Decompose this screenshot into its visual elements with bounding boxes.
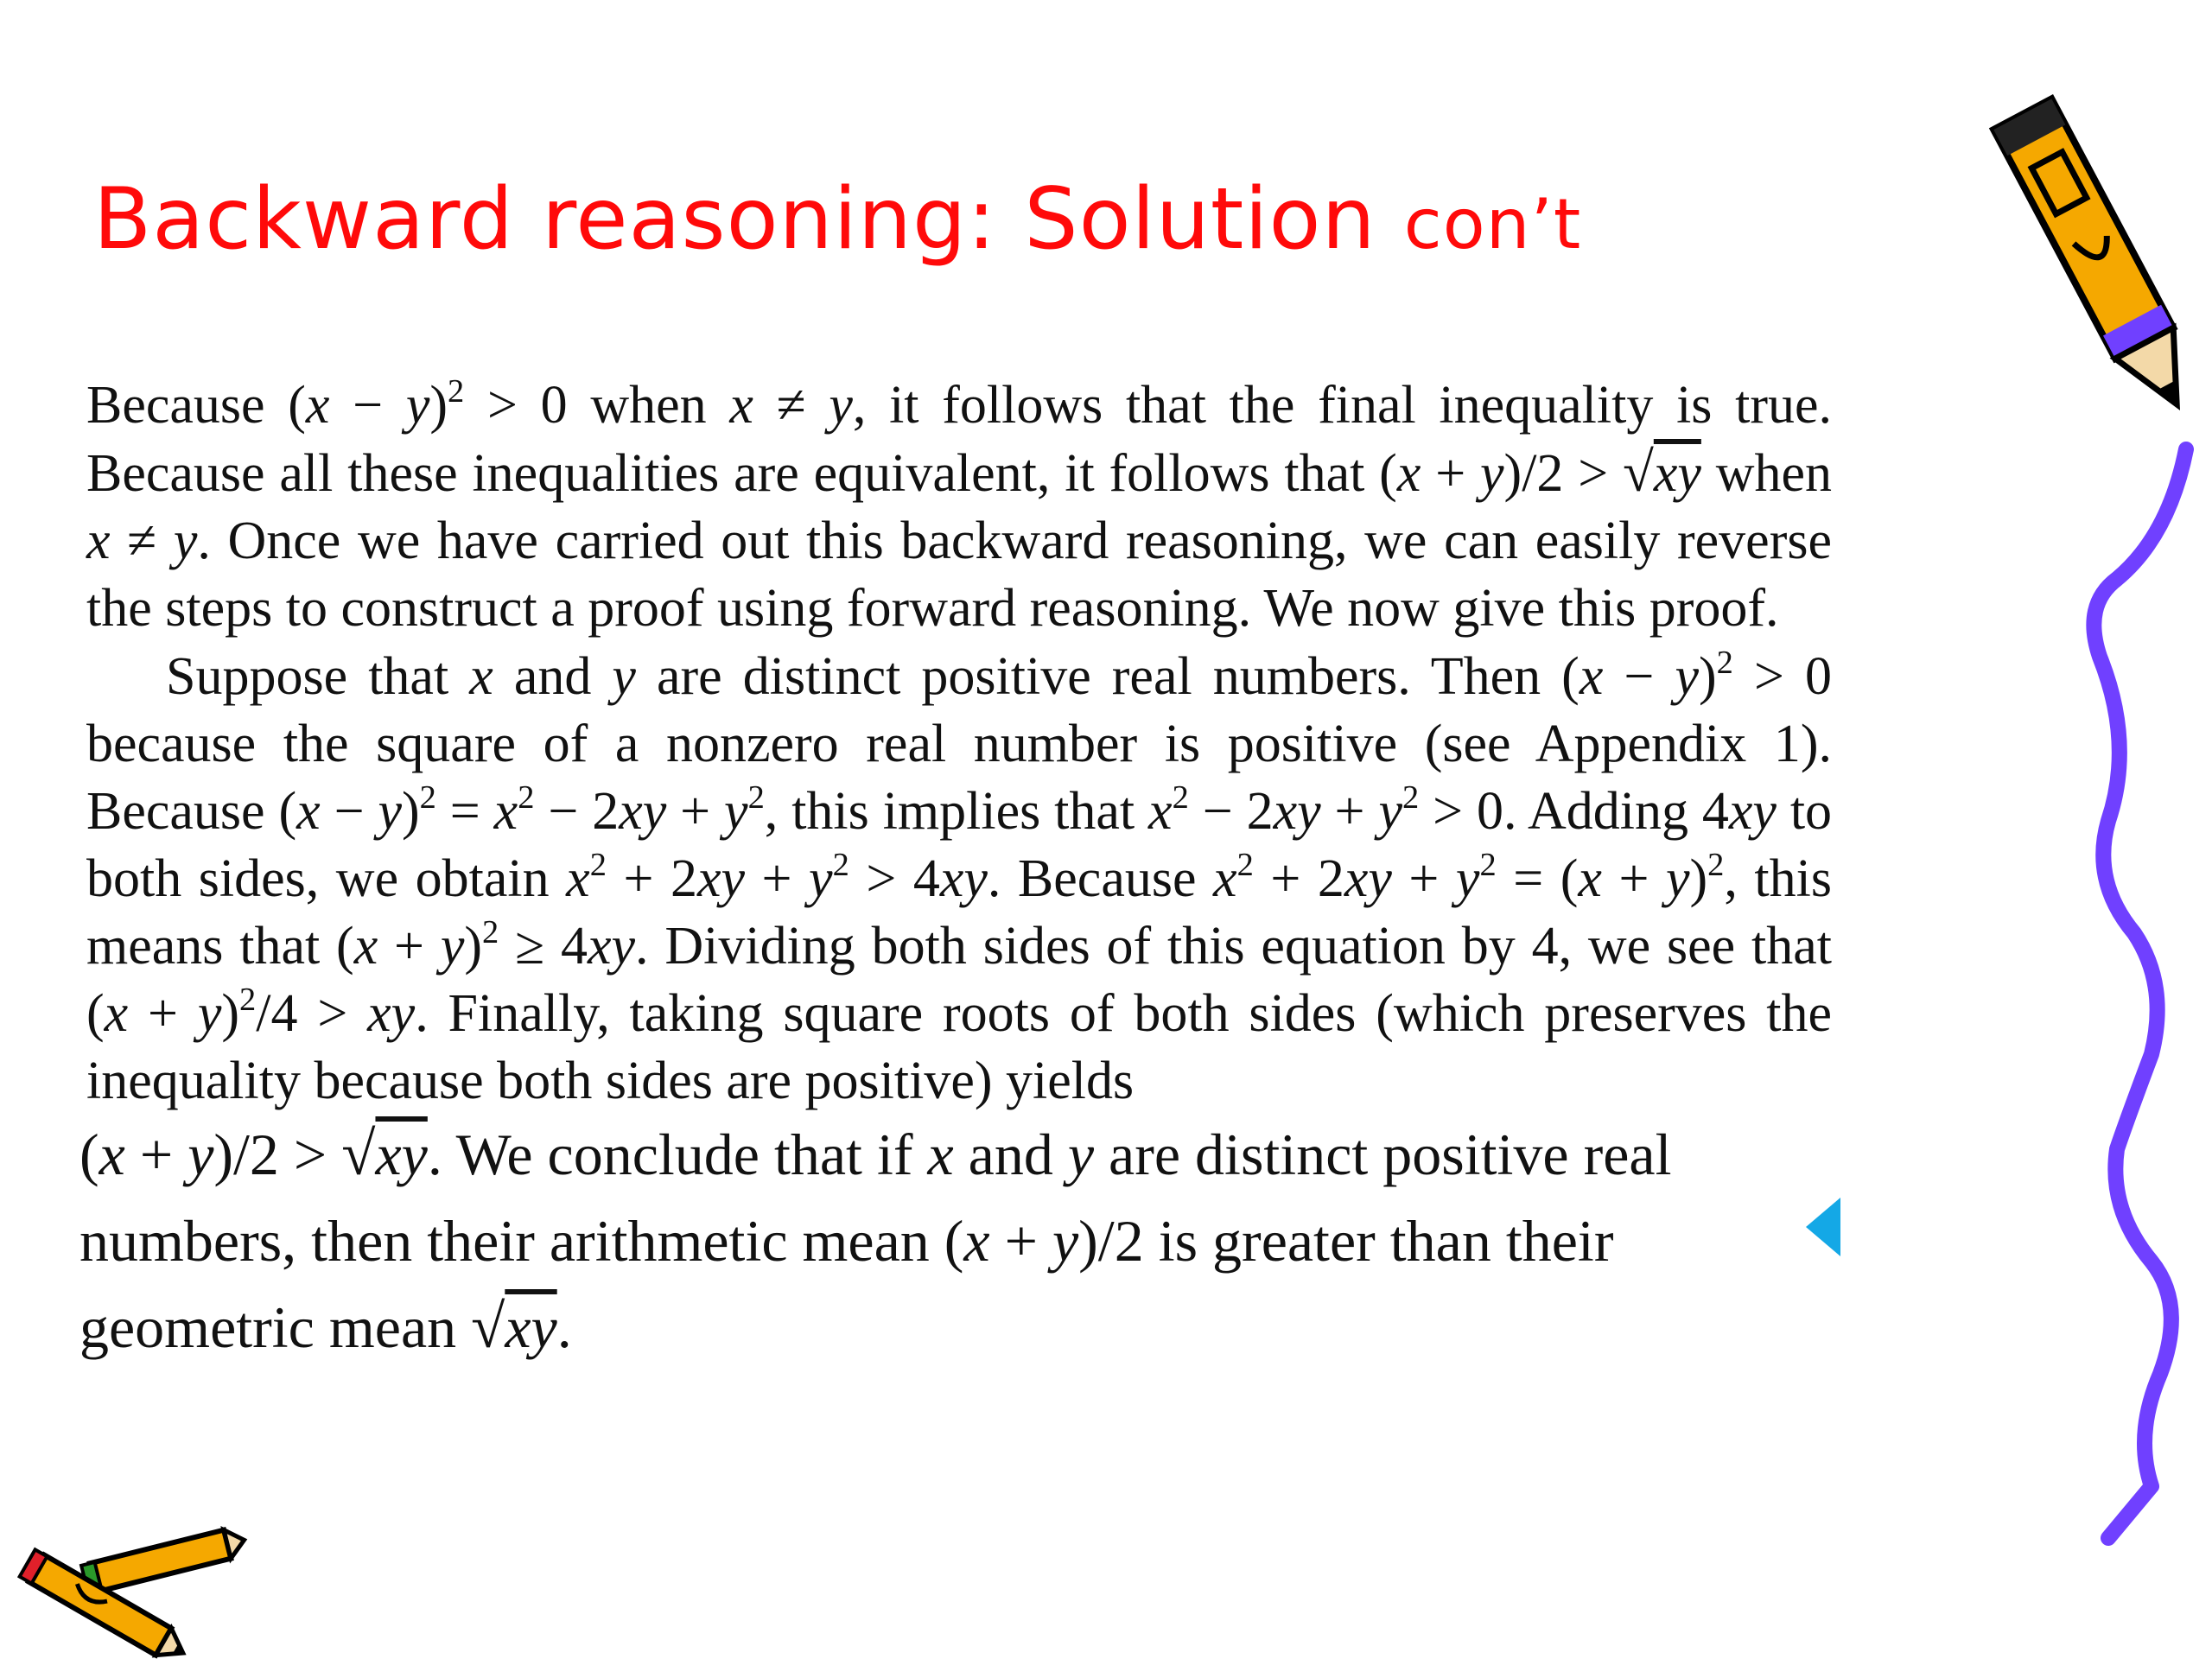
paragraph-1: Because $(x - y)^2 > 0$ when x ≠ y, it follows that the final inequality is true. Because all these inequalities are equivalent, it follows that (x + y)/2 > √xy when x ≠ y. Once we have carried out this backward reasoning, we can easily reverse the steps to construct a proof using forward reasoning. We now give this proof. (86, 373, 1833, 638)
paragraph-2: Suppose that x and y are distinct positive real numbers. Then $(x - y)^2 > 0$ because the square of a nonzero real number is positive (see Appendix 1). Because $(x - y)^2 = x^2 - 2xy + y^2$, this implies that $x^2 - 2xy + y^2 > 0$. Adding 4xy to both sides, we obtain $x^2 + 2xy + y^2 > 4xy$. Because $x^2 + 2xy + y^2 = (x + y)^2$, this means that $(x + y)^2 \ge 4xy$. Dividing both sides of this equation by 4, we see that $(x + y)^2/4$ > xy. Finally, taking square roots of both sides (which preserves the inequality because both sides are positive) yields (86, 645, 1833, 1110)
slide-title (93, 169, 1581, 271)
pencil-icon (1987, 78, 2212, 441)
paragraph-3-conclusion: (x + y)/2 > √xy. We conclude that if x and y are distinct positive real numbers, then their arithmetic mean (x + y)/2 is greater than their geometric mean √xy. (79, 1120, 1672, 1361)
previous-arrow-icon[interactable] (1806, 1198, 1840, 1256)
title-suffix: con’t (1403, 184, 1582, 264)
squiggle-line (2056, 432, 2212, 1555)
crossed-pencils-icon (0, 1503, 251, 1659)
title-main: Backward reasoning: Solution (93, 170, 1376, 269)
